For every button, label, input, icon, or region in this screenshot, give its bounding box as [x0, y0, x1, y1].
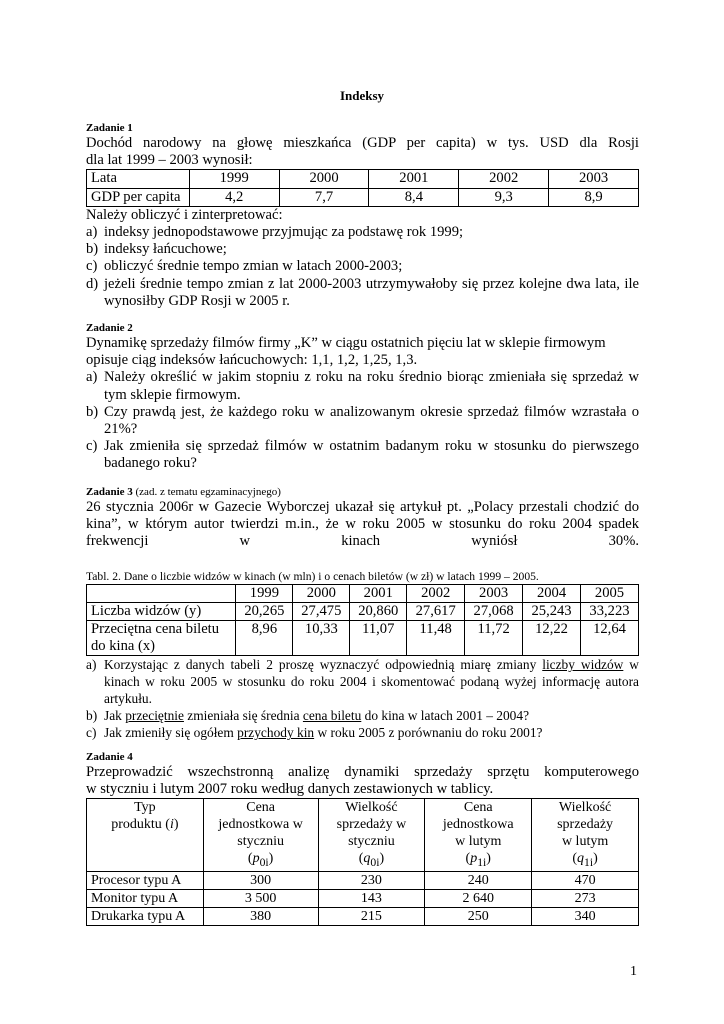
table-cell: Procesor typu A [87, 872, 204, 890]
table-cell: 143 [318, 890, 425, 908]
table-cell: 2001 [350, 584, 407, 602]
list-item: c) Jak zmieniła się sprzedaż filmów w ostatnim badanym roku w stosunku do pierwszego badanego roku? [86, 438, 639, 472]
list-item: a) Należy określić w jakim stopniu z roku na roku średnio biorąc zmieniała się sprzedaż w tym sklepie firmowym. [86, 369, 639, 403]
table-row [87, 890, 639, 908]
table-cell: 300 [203, 872, 318, 890]
table-row [87, 188, 639, 206]
task-3 [86, 485, 639, 741]
table-cell: Lata [87, 170, 190, 188]
task-2-items [86, 369, 639, 472]
list-item: b) Jak przeciętnie zmieniała się średnia cena biletu do kina w latach 2001 – 2004? [86, 708, 530, 724]
table-cell: 2002 [407, 584, 465, 602]
table-cell: 2002 [459, 170, 549, 188]
table-cell: 2000 [293, 584, 350, 602]
table-cell: Drukarka typu A [87, 908, 204, 926]
table-cell: 33,223 [581, 602, 639, 620]
table-cell: 7,7 [279, 188, 369, 206]
table-cell: 27,475 [293, 602, 350, 620]
table-cell: 20,265 [236, 602, 293, 620]
table-cell: 27,617 [407, 602, 465, 620]
task-3-heading: Zadanie 3 (zad. z tematu egzaminacyjnego) [86, 486, 281, 498]
table-cell [87, 584, 236, 602]
table-cell: Liczba widzów (y) [87, 602, 236, 620]
table-cell: 240 [425, 872, 532, 890]
task-1-intro-line-2: dla lat 1999 – 2003 wynosił: [86, 152, 253, 169]
table-header-cell: Typ produktu (i) [87, 799, 204, 872]
table-cell: 27,068 [465, 602, 523, 620]
table-cell: 9,3 [459, 188, 549, 206]
table-cell: 11,72 [465, 621, 523, 656]
table-cell: 10,33 [293, 621, 350, 656]
table-cell: 340 [532, 908, 639, 926]
task-2-intro-line-1: Dynamikę sprzedaży filmów firmy „K” w ciągu ostatnich pięciu lat w sklepie firmowym [86, 335, 606, 351]
table-header-cell: Wielkość sprzedaży w styczniu $(q_{0i})$ [318, 799, 425, 872]
task-1-intro-line-1: Dochód narodowy na głowę mieszkańca (GDP per capita) w tys. USD dla Rosji [86, 135, 639, 151]
table-row [87, 602, 639, 620]
table-cell: 2001 [369, 170, 459, 188]
page-title: Indeksy [339, 88, 385, 103]
table-row [87, 908, 639, 926]
table-header-cell: Cena jednostkowa w styczniu $(p_{0i})$ [203, 799, 318, 872]
table-cell: 25,243 [523, 602, 581, 620]
table-cell: 2004 [523, 584, 581, 602]
table-cell: Przeciętna cena biletu do kina (x) [87, 621, 236, 656]
cinema-table [86, 584, 639, 657]
task-1-prompt: Należy obliczyć i zinterpretować: [86, 206, 283, 223]
table-cell: 2000 [279, 170, 369, 188]
table-row [87, 621, 639, 656]
task-2 [86, 321, 639, 473]
task-1-items [86, 224, 639, 310]
table-cell: 11,07 [350, 621, 407, 656]
table-cell: 2003 [549, 170, 639, 188]
table-cell: 8,4 [369, 188, 459, 206]
table-cell: 3 500 [203, 890, 318, 908]
table-cell: 12,64 [581, 621, 639, 656]
table-header-cell: Cena jednostkowa w lutym $(p_{1i})$ [425, 799, 532, 872]
table-header-row [87, 170, 639, 188]
table-cell: Monitor typu A [87, 890, 204, 908]
table-cell: 273 [532, 890, 639, 908]
table-cell: 2005 [581, 584, 639, 602]
list-item: b) Czy prawdą jest, że każdego roku w analizowanym okresie sprzedaż filmów wzrastała o 21%? [86, 403, 639, 438]
table-cell: 380 [203, 908, 318, 926]
task-1-heading: Zadanie 1 [86, 122, 133, 134]
table-cell: 8,96 [236, 621, 293, 656]
task-3-intro: 26 stycznia 2006r w Gazecie Wyborczej ukazał się artykuł pt. „Polacy przestali chodzić do kina”, w którym autor twierdzi m.in., że w roku 2005 w stosunku do roku 2004 spadek frekwencji w kinach wyniósł 30%. [86, 499, 639, 550]
list-item: c) Jak zmieniły się ogółem przychody kin w roku 2005 z porównaniu do roku 2001? [86, 725, 543, 741]
task-3-items [86, 656, 639, 741]
table-cell: 250 [425, 908, 532, 926]
task-4 [86, 750, 639, 926]
list-item: a) indeksy jednopodstawowe przyjmując za podstawę rok 1999; [86, 224, 464, 241]
table-row [87, 872, 639, 890]
table-header-row [87, 799, 639, 872]
task-2-heading: Zadanie 2 [86, 322, 133, 334]
table-cell: GDP per capita [87, 188, 190, 206]
task-4-intro-line-1: Przeprowadzić wszechstronną analizę dynamiki sprzedaży sprzętu komputerowego [86, 764, 639, 780]
table-header-row [87, 584, 639, 602]
task-1 [86, 121, 639, 310]
table-caption: Tabl. 2. Dane o liczbie widzów w kinach (w mln) i o cenach biletów (w zł) w latach 1999 – 2005. [86, 569, 539, 583]
table-cell: 230 [318, 872, 425, 890]
table-cell: 2003 [465, 584, 523, 602]
task-2-intro-line-2: opisuje ciąg indeksów łańcuchowych: 1,1, 1,2, 1,25, 1,3. [86, 352, 418, 369]
table-cell: 1999 [236, 584, 293, 602]
table-cell: 20,860 [350, 602, 407, 620]
table-cell: 11,48 [407, 621, 465, 656]
table-header-cell: Wielkość sprzedaży w lutym $(q_{1i})$ [532, 799, 639, 872]
list-item: b) indeksy łańcuchowe; [86, 241, 227, 258]
task-4-heading: Zadanie 4 [86, 751, 133, 763]
page-number: 1 [630, 964, 637, 979]
table-cell: 8,9 [549, 188, 639, 206]
table-cell: 215 [318, 908, 425, 926]
table-cell: 4,2 [189, 188, 279, 206]
sales-table [86, 798, 639, 926]
table-cell: 2 640 [425, 890, 532, 908]
table-cell: 12,22 [523, 621, 581, 656]
list-item: a) Korzystając z danych tabeli 2 proszę wyznaczyć odpowiednią miarę zmiany liczby widzów w kinach w roku 2005 w stosunku do roku 2004 i skomentować podaną wyżej informację autora artykułu. [86, 657, 639, 707]
gdp-table [86, 169, 639, 206]
task-4-intro-line-2: w styczniu i lutym 2007 roku według danych zestawionych w tablicy. [86, 781, 494, 798]
list-item: d) jeżeli średnie tempo zmian z lat 2000-2003 utrzymywałoby się przez kolejne dwa lata, ile wynosiłby GDP Rosji w 2005 r. [86, 275, 639, 309]
list-item: c) obliczyć średnie tempo zmian w latach 2000-2003; [86, 258, 403, 275]
table-cell: 470 [532, 872, 639, 890]
table-cell: 1999 [189, 170, 279, 188]
